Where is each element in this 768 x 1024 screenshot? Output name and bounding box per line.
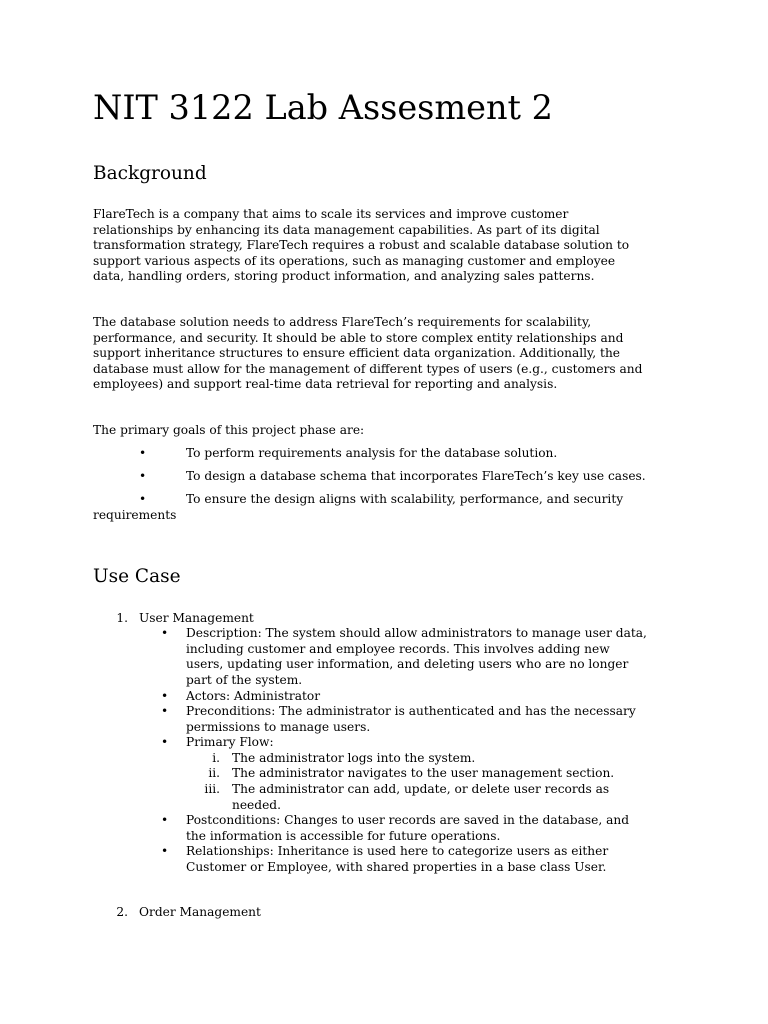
paragraph-line: transformation strategy, FlareTech requires a robust and scalable database solution to — [93, 238, 630, 253]
bullet-icon: • — [139, 492, 147, 506]
relationships-line: Relationships: Inheritance is used here to categorize users as either — [186, 844, 609, 858]
background-heading: Background — [93, 163, 207, 184]
bullet-icon: • — [139, 446, 147, 460]
background-paragraph-1 — [93, 207, 693, 285]
flow-step-number: ii. — [208, 766, 220, 780]
use-case-title: User Management — [139, 611, 254, 625]
background-paragraph-2 — [93, 315, 693, 393]
bullet-icon: • — [161, 689, 169, 703]
description-line: Description: The system should allow administrators to manage user data, — [186, 626, 647, 640]
flow-step-number: iii. — [204, 782, 220, 796]
description-line: users, updating user information, and deleting users who are no longer — [186, 657, 629, 672]
goal-text-continuation: requirements — [93, 507, 177, 522]
paragraph-line: relationships by enhancing its data management capabilities. As part of its digital — [93, 222, 600, 237]
actors-line: Actors: Administrator — [186, 689, 321, 703]
paragraph-line: The database solution needs to address FlareTech’s requirements for scalability, — [93, 315, 592, 329]
bullet-icon: • — [161, 844, 169, 858]
flow-step-number: i. — [212, 751, 220, 765]
use-case-heading: Use Case — [93, 566, 181, 587]
flow-step-text: The administrator navigates to the user management section. — [232, 766, 615, 780]
description-line: part of the system. — [186, 672, 303, 687]
goal-text: To ensure the design aligns with scalability, performance, and security — [186, 492, 624, 506]
postconditions-line: the information is accessible for future operations. — [186, 828, 501, 843]
flow-step-text: The administrator can add, update, or delete user records as — [232, 782, 610, 796]
relationships-line: Customer or Employee, with shared properties in a base class User. — [186, 859, 607, 874]
bullet-icon: • — [161, 735, 169, 749]
preconditions-line: Preconditions: The administrator is authenticated and has the necessary — [186, 704, 636, 718]
paragraph-line: support inheritance structures to ensure efficient data organization. Additionally, the — [93, 346, 621, 361]
paragraph-line: support various aspects of its operations, such as managing customer and employee — [93, 253, 616, 268]
bullet-icon: • — [139, 469, 147, 483]
use-case-title: Order Management — [139, 905, 261, 919]
goals-intro: The primary goals of this project phase are: — [93, 423, 365, 437]
paragraph-line: FlareTech is a company that aims to scale its services and improve customer — [93, 207, 569, 221]
description-line: including customer and employee records. This involves adding new — [186, 641, 610, 656]
flow-step-text: The administrator logs into the system. — [232, 751, 476, 765]
primary-flow-label: Primary Flow: — [186, 735, 274, 749]
bullet-icon: • — [161, 704, 169, 718]
list-number: 2. — [116, 905, 128, 919]
paragraph-line: data, handling orders, storing product information, and analyzing sales patterns. — [93, 269, 595, 284]
preconditions-line: permissions to manage users. — [186, 719, 371, 734]
paragraph-line: database must allow for the management of different types of users (e.g., customers and — [93, 361, 643, 376]
bullet-icon: • — [161, 626, 169, 640]
postconditions-line: Postconditions: Changes to user records are saved in the database, and — [186, 813, 629, 827]
goal-text: To perform requirements analysis for the database solution. — [186, 446, 558, 460]
document-title: NIT 3122 Lab Assesment 2 — [93, 88, 553, 127]
bullet-icon: • — [161, 813, 169, 827]
list-number: 1. — [116, 611, 128, 625]
paragraph-line: employees) and support real-time data retrieval for reporting and analysis. — [93, 377, 558, 392]
flow-step-text: needed. — [232, 797, 281, 812]
goal-text: To design a database schema that incorporates FlareTech’s key use cases. — [186, 469, 646, 483]
paragraph-line: performance, and security. It should be able to store complex entity relationships and — [93, 330, 624, 345]
